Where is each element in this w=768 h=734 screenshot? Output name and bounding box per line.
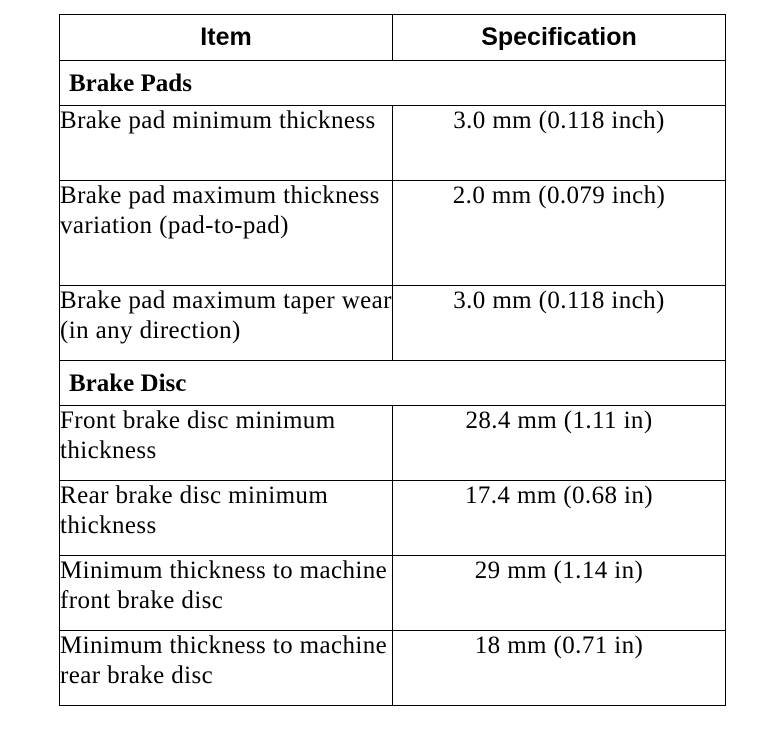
specification-cell: 29 mm (1.14 in) (393, 556, 726, 631)
item-cell: Brake pad maximum taper wear (in any direction) (60, 286, 393, 361)
table-row (60, 481, 726, 556)
item-cell: Brake pad maximum thickness variation (pad-to-pad) (60, 181, 393, 286)
table-row (60, 286, 726, 361)
specification-cell: 3.0 mm (0.118 inch) (393, 286, 726, 361)
table-row (60, 181, 726, 286)
table-row (60, 406, 726, 481)
specification-cell: 28.4 mm (1.11 in) (393, 406, 726, 481)
section-header-brake-disc (60, 361, 726, 406)
table-row (60, 556, 726, 631)
column-header-item: Item (60, 15, 393, 61)
item-cell: Rear brake disc minimum thickness (60, 481, 393, 556)
item-cell: Brake pad minimum thickness (60, 106, 393, 181)
section-title: Brake Disc (60, 361, 726, 406)
item-cell: Minimum thickness to machine rear brake disc (60, 631, 393, 706)
table-header-row (60, 15, 726, 61)
specification-cell: 18 mm (0.71 in) (393, 631, 726, 706)
specification-cell: 17.4 mm (0.68 in) (393, 481, 726, 556)
table-row (60, 106, 726, 181)
specification-table (59, 14, 726, 706)
specification-cell: 3.0 mm (0.118 inch) (393, 106, 726, 181)
column-header-specification: Specification (393, 15, 726, 61)
table-row (60, 631, 726, 706)
item-cell: Minimum thickness to machine front brake disc (60, 556, 393, 631)
section-header-brake-pads (60, 61, 726, 106)
specification-cell: 2.0 mm (0.079 inch) (393, 181, 726, 286)
item-cell: Front brake disc minimum thickness (60, 406, 393, 481)
section-title: Brake Pads (60, 61, 726, 106)
